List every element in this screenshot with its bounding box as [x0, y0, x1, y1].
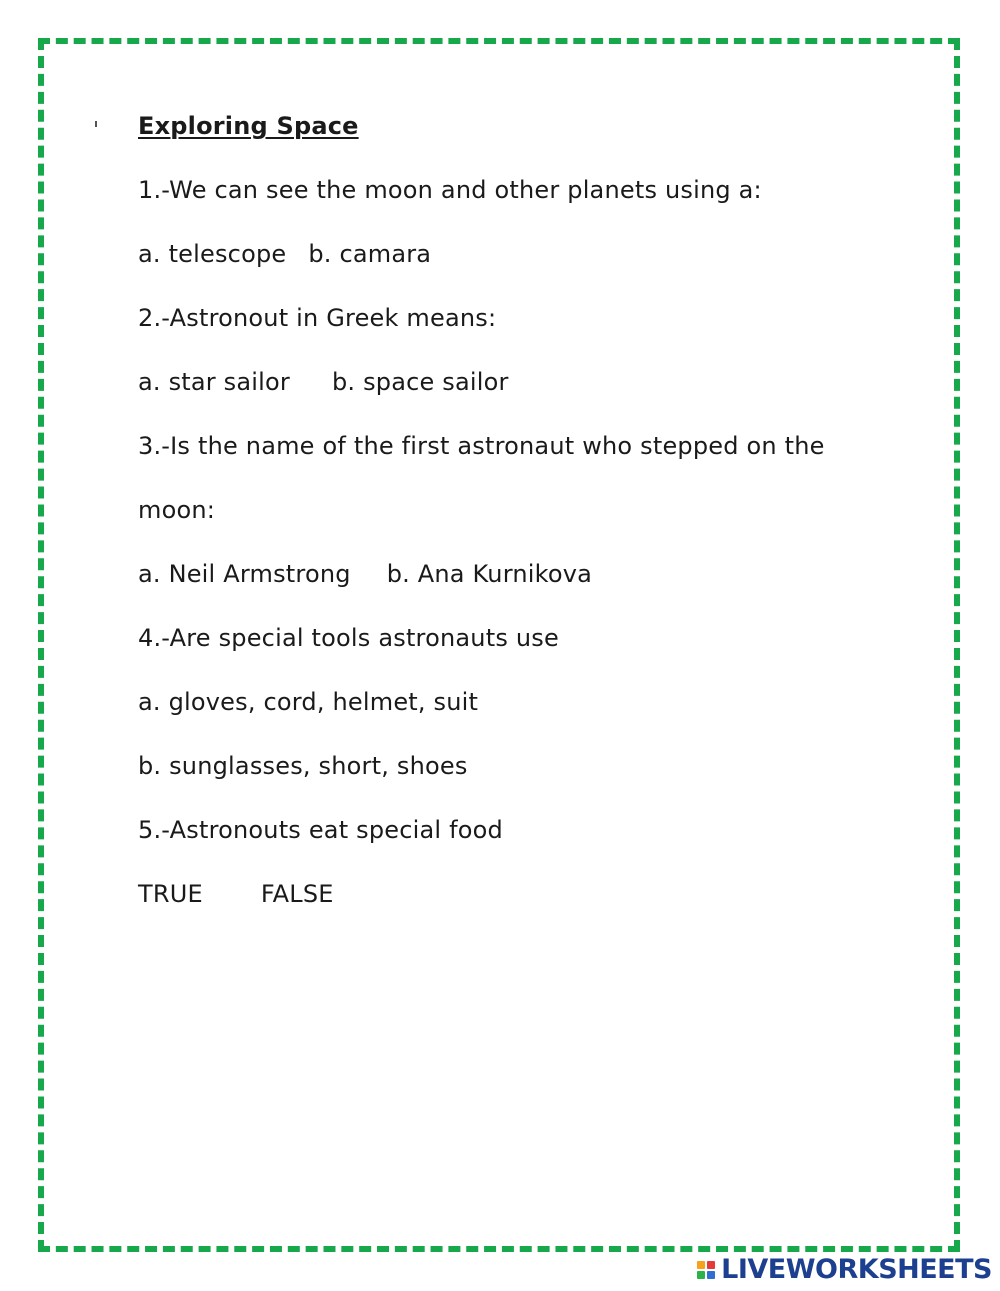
question-3-options [138, 560, 898, 588]
question-5: 5.-Astronouts eat special food [138, 816, 503, 844]
q1-option-b[interactable]: b. camara [308, 240, 432, 268]
question-1: 1.-We can see the moon and other planets using a: [138, 176, 762, 204]
q4-option-b[interactable]: b. sunglasses, short, shoes [138, 752, 468, 780]
liveworksheets-brand[interactable] [697, 1254, 992, 1285]
q5-option-false[interactable]: FALSE [260, 880, 334, 908]
q2-option-a[interactable]: a. star sailor [138, 368, 290, 396]
question-3-line-2: moon: [138, 496, 216, 524]
q3-option-b[interactable]: b. Ana Kurnikova [386, 560, 593, 588]
question-5-options [138, 880, 898, 908]
worksheet-content [138, 112, 898, 908]
liveworksheets-wordmark: LIVEWORKSHEETS [721, 1254, 992, 1285]
question-4: 4.-Are special tools astronauts use [138, 624, 559, 652]
q4-option-a[interactable]: a. gloves, cord, helmet, suit [138, 688, 479, 716]
worksheet-title: Exploring Space [138, 112, 359, 140]
q5-option-true[interactable]: TRUE [138, 880, 203, 908]
question-1-options [138, 240, 898, 268]
q3-option-a[interactable]: a. Neil Armstrong [138, 560, 351, 588]
q2-option-b[interactable]: b. space sailor [331, 368, 509, 396]
liveworksheets-logo-icon [697, 1261, 715, 1279]
q1-option-a[interactable]: a. telescope [138, 240, 287, 268]
question-2-options [138, 368, 898, 396]
question-2: 2.-Astronout in Greek means: [138, 304, 497, 332]
stray-mark [95, 121, 97, 127]
question-3-line-1: 3.-Is the name of the first astronaut who stepped on the [138, 432, 825, 460]
